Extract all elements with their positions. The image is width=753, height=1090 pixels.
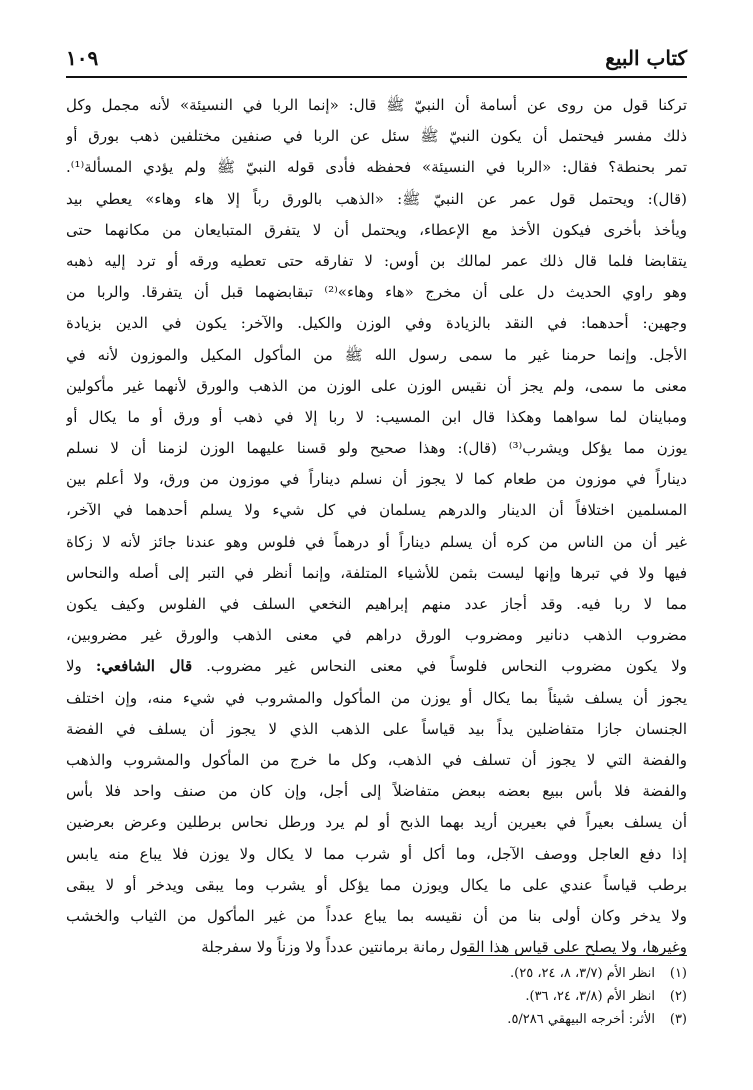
text-line: وجهين: أحدهما: في النقد بالزيادة وفي الوزن والكيل. والآخر: يكون في الدين بزيادة <box>66 314 687 333</box>
main-text <box>66 90 687 963</box>
footnote-separator <box>467 955 687 956</box>
text-line: الجنسان جازا متفاضلين يداً بيد قياساً على الذهب الذي لا يجوز أن يسلف في الفضة <box>66 719 687 738</box>
text-line: معنى ما سمى، ولم يجز أن نقيس الوزن على الوزن من الذهب والورق لأنهما غير مأكولين <box>66 376 687 395</box>
footnote-text: انظر الأم (٣/٧، ٨، ٢٤، ٢٥). <box>510 966 655 981</box>
text-line: إذا دفع العاجل ووصف الآجل، وما أكل أو شرب مما لا يكال ولا يوزن فلا يباع منه يابس <box>66 844 687 863</box>
text-line: وغيرها، ولا يصلح على قياس هذا القول رمانة برمانتين عدداً ولا وزناً ولا سفرجلة <box>201 938 687 957</box>
footnote <box>66 1008 687 1031</box>
text-line: ذلك مفسر فيحتمل أن يكون النبيّ ﷺ سئل عن الربا في صنفين مختلفين ذهب بورق أو <box>66 127 687 146</box>
footnote <box>66 985 687 1008</box>
text-line: ومباينان لما سواهما وهكذا قال ابن المسيب: لا ربا إلا في ذهب أو ورق أو ما يكال أو <box>66 407 687 426</box>
text-line: يوزن مما يؤكل ويشرب⁽³⁾ (قال): وهذا صحيح ولو قسنا عليهما الوزن لزمنا أن لا نسلم <box>66 439 687 458</box>
text-line: أن يسلف بعيراً في بعيرين أريد بهما الذبح أو لم يرد ورطل نحاس برطلين وعرض بعرضين <box>66 813 687 832</box>
text-line: الأجل. وإنما حرمنا غير ما سمى رسول الله ﷺ من المأكول المكيل والموزون لأنه في <box>66 345 687 364</box>
bold-phrase: قال الشافعي: <box>95 657 193 676</box>
chapter-title: كتاب البيع <box>605 46 687 70</box>
text-line: (قال): ويحتمل قول عمر عن النبيّ ﷺ: «الذهب بالورق رباً إلا هاء وهاء» يعطي بيد <box>66 189 687 208</box>
text-line: والفضة فلا بأس ببيع بعضه ببعض متفاضلاً إلى أجل، وإن كان من صنف واحد فلا بأس <box>66 782 687 801</box>
footnote-number: (٢) <box>669 989 687 1004</box>
header-rule <box>66 76 687 78</box>
footnote-text: الأثر: أخرجه البيهقي ٥/٢٨٦. <box>507 1012 655 1027</box>
text-line: يجوز أن يسلف شيئاً بما يكال أو يوزن من المأكول والمشروب في شيء منه، وإن اختلف <box>66 688 687 707</box>
footnote <box>66 962 687 985</box>
footnote-number: (١) <box>669 966 687 981</box>
text-line: وهو راوي الحديث دل على أن مخرج «هاء وهاء»⁽²⁾ تبقابضهما قبل أن يتفرقا. والربا من <box>66 283 687 302</box>
text-line: ديناراً في موزون من طعام كما لا يجوز أن نسلم ديناراً في موزون من ورق، ولا أعلم بين <box>66 470 687 489</box>
page-number: ١٠٩ <box>66 46 99 70</box>
running-header <box>66 34 687 70</box>
footnotes <box>66 962 687 1031</box>
text-line: فيها ولا في تبرها وإنها ليست بثمن للأشياء المتلفة، وإنما أنظر في التبر إلى أصله والنحاس <box>66 563 687 582</box>
footnote-number: (٣) <box>669 1012 687 1027</box>
text-line: ولا يكون مضروب النحاس فلوساً في معنى النحاس غير مضروب. قال الشافعي: ولا <box>66 657 687 676</box>
footnote-text: انظر الأم (٣/٨، ٢٤، ٣٦). <box>525 989 655 1004</box>
text-line: والفضة التي لا يجوز أن تسلف في الذهب، وكل ما خرج من المأكول والمشروب والذهب <box>66 750 687 769</box>
text-line: ولا يدخر وكان أولى بنا من أن نقيسه بما يباع عدداً من غير المأكول من الثياب والخشب <box>66 906 687 925</box>
text-line: ويأخذ بأخرى فيكون الأخذ مع الإعطاء، ويحتمل أن لا يتفرق المتبايعان من مكانهما حتى <box>66 220 687 239</box>
text-line: تركنا قول من روى عن أسامة أن النبيّ ﷺ قال: «إنما الربا في النسيئة» لأنه مجمل وكل <box>66 96 687 114</box>
text-line: مضروب الذهب دنانير ومضروب الورق دراهم في معنى الذهب والورق غير مضروبين، <box>66 626 687 645</box>
text-line: تمر بحنطة؟ فقال: «الربا في النسيئة» فحفظه فأدى قوله النبيّ ﷺ ولم يؤدي المسألة⁽¹⁾. <box>66 158 687 177</box>
text-line: يتقابضا فلما قال ذلك عمر لمالك بن أوس: لا تفارقه حتى تعطيه ورقه أو ترد إليه ذهبه <box>66 251 687 270</box>
text-line: مما لا ربا فيه. وقد أجاز عدد منهم إبراهيم النخعي السلف في الفلوس وكيف يكون <box>66 595 687 613</box>
text-line: المسلمين اختلافاً أن الدينار والدرهم يسلمان في كل شيء ولا يسلم أحدهما في الآخر، <box>66 501 687 520</box>
text-line: برطب قياساً عندي على ما يكال ويوزن مما يؤكل أو يشرب وما يبقى ويدخر أو لا يبقى <box>66 875 687 894</box>
text-line: غير أن من الناس من كره أن يسلم ديناراً أو درهماً في فلوس وهو عندنا جائز لأنه لا زكاة <box>66 532 687 551</box>
